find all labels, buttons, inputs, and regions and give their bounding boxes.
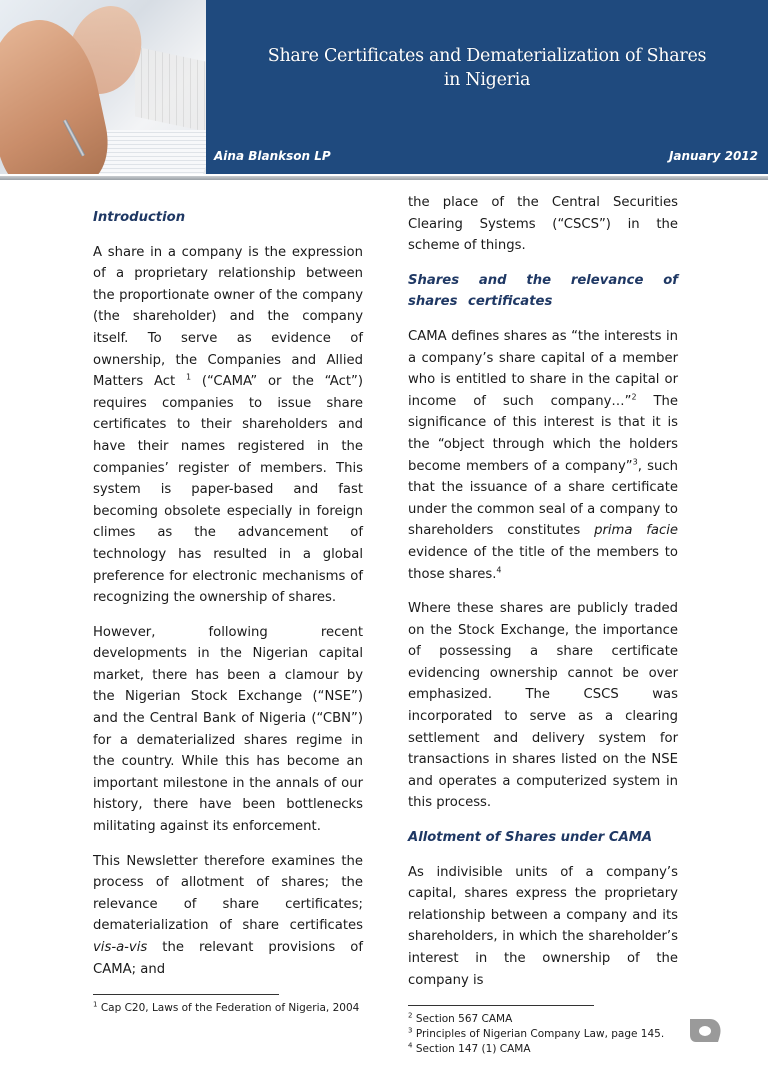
title-line-2: in Nigeria [443,70,531,90]
footnote-ref[interactable]: 4 [496,565,502,575]
paragraph-text: the relevant provisions of CAMA; and [93,940,363,977]
paragraph-text: evidence of the title of the members to those shares. [408,544,678,582]
footnote [408,1042,678,1057]
paragraph-text: A share in a company is the expression of a proprietary relationship between the proportionate owner of the company (the shareholder) and the company itself. To serve as evidence of ownership, the Companies and Allied Matters Act [93,244,363,390]
title-banner [206,0,768,174]
section-heading-shares-relevance: Shares and the relevance of shares certificates [408,272,678,310]
footnote-number: 4 [408,1041,413,1050]
paragraph-text: (“CAMA” or the “Act”) requires companies to issue share certificates to their shareholders and have their names registered in the companies’ register of members. This system is paper-based and fast becoming obsolete especially in foreign climes as the advancement of technology has resulted in a global preference for electronic mechanisms of recognizing the ownership of shares. [93,374,363,606]
paragraph: As indivisible units of a company’s capital, shares express the proprietary relationship between a company and its shareholders, in which the shareholder’s interest in the ownership of the company is [408,864,678,988]
footnote-ref[interactable]: 1 [185,372,192,382]
footnote-ref[interactable]: 3 [632,457,638,467]
footnote-number: 2 [408,1011,413,1020]
title-line-1: Share Certificates and Dematerialization of Shares [267,46,707,66]
footnote-number: 3 [408,1026,413,1035]
paragraph-text: This Newsletter therefore examines the process of allotment of shares; the relevance of share certificates; dematerialization of share certificates [93,853,363,934]
footnote-text: Cap C20, Laws of the Federation of Nigeria, 2004 [100,1002,360,1015]
paragraph [408,326,678,585]
publication-date: January 2012 [668,149,758,163]
footnote [408,1027,678,1042]
page-title [206,44,768,92]
section-heading-allotment: Allotment of Shares under CAMA [408,830,653,846]
footnote-divider [93,994,279,995]
paragraph [93,242,363,609]
footnote [93,1001,363,1016]
footnote-text: Section 567 CAMA [415,1013,513,1026]
footnote-divider [408,1005,594,1006]
paragraph: However, following recent developments in the Nigerian capital market, there has been a clamour by the Nigerian Stock Exchange (“NSE”) and the Central Bank of Nigeria (“CBN”) for a dematerialized shares regime in the country. While this has become an important milestone in the annals of our history, there have been bottlenecks militating against its enforcement. [93,624,363,835]
header-photo [0,0,206,174]
paragraph-text: , such that the issuance of a share certificate under the common seal of a company to shareholders constitutes [408,458,678,539]
paragraph-text: CAMA defines shares as “the interests in a company’s share capital of a member who is entitled to share in the capital or income of such company…” [408,328,678,409]
left-column [93,207,363,1016]
keyboard-image-part [135,46,206,133]
paragraph [93,851,363,981]
publisher-logo-icon [688,1017,722,1044]
italic-term: vis-a-vis [93,940,148,955]
author-name: Aina Blankson LP [214,149,331,163]
header-divider [0,176,768,180]
newsletter-header [0,0,768,174]
footnote-number: 1 [93,1000,98,1009]
footnote [408,1012,678,1027]
section-heading-introduction: Introduction [93,210,186,225]
paragraph: Where these shares are publicly traded on the Stock Exchange, the importance of possessing a share certificate evidencing ownership cannot be over emphasized. The CSCS was incorporated to serve as a clearing settlement and delivery system for transactions in shares listed on the NSE and operates a computerized system in this process. [408,601,678,811]
italic-term: prima facie [594,523,679,539]
footnote-ref[interactable]: 2 [631,392,637,402]
paragraph: the place of the Central Securities Clearing Systems (“CSCS”) in the scheme of things. [408,195,678,254]
right-column [408,192,678,1057]
footnote-text: Section 147 (1) CAMA [415,1043,531,1056]
footnote-text: Principles of Nigerian Company Law, page 145. [415,1028,665,1041]
paragraph-text: The significance of this interest is that it is the “object through which the holders become members of a company” [408,393,678,474]
